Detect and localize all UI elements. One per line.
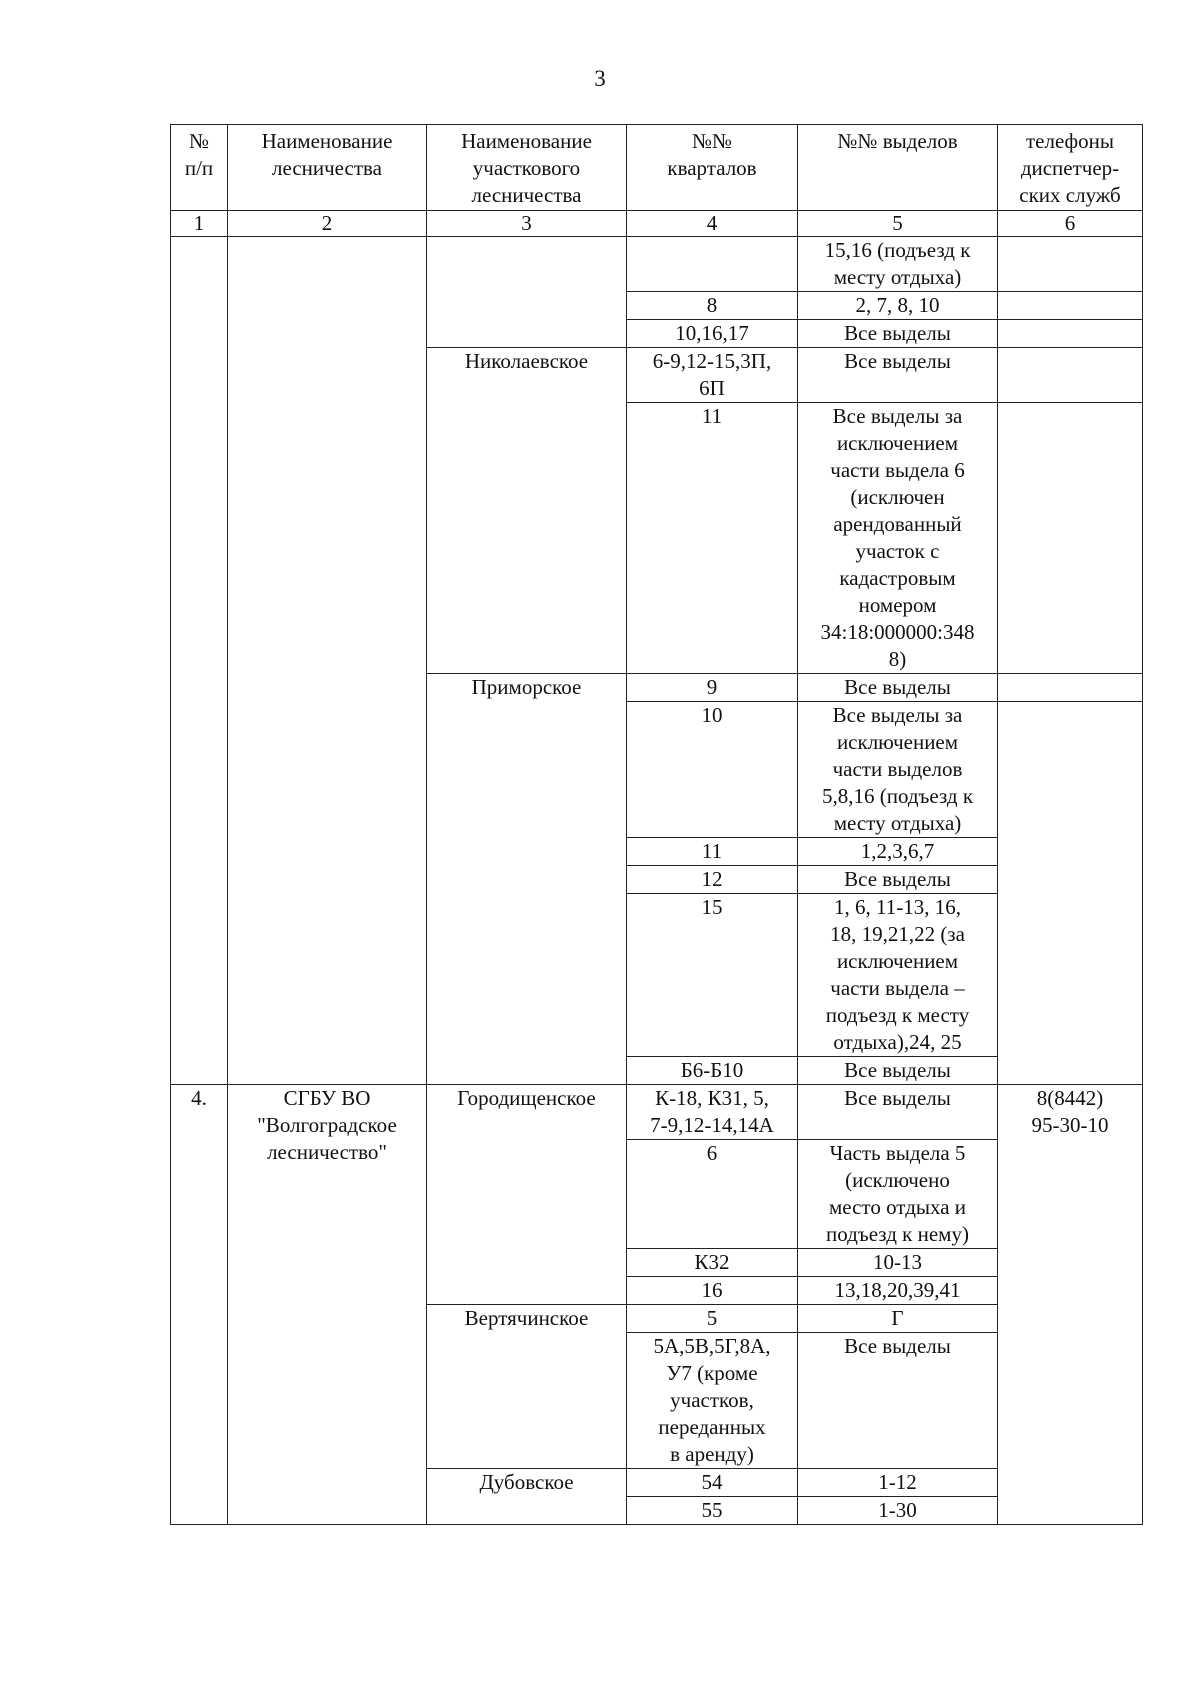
cell-vydel: Все выделы за исключением части выдела 6 (исключен арендованный участок с кадастровым номером 34:18:000000:348 8) — [798, 403, 998, 674]
header-uchastok: Наименование участкового лесничества — [427, 125, 627, 211]
cell-kvartal: К32 — [627, 1249, 798, 1277]
cell-vydel: Все выделы — [798, 348, 998, 403]
cell-uchastok: Вертячинское — [427, 1305, 627, 1469]
cell-phone — [998, 348, 1143, 403]
cell-vydel: Часть выдела 5 (исключено место отдыха и подъезд к нему) — [798, 1140, 998, 1249]
cell-leschestvo: СГБУ ВО "Волгоградское лесничество" — [228, 1085, 427, 1525]
cell-vydel: Все выделы — [798, 320, 998, 348]
column-number: 6 — [998, 211, 1143, 237]
cell-kvartal: 54 — [627, 1469, 798, 1497]
column-number-row — [171, 211, 1143, 237]
cell-kvartal: 11 — [627, 403, 798, 674]
cell-kvartal: 10 — [627, 702, 798, 838]
header-phone: телефоны диспетчер- ских служб — [998, 125, 1143, 211]
cell-vydel: Все выделы — [798, 674, 998, 702]
cell-vydel: 13,18,20,39,41 — [798, 1277, 998, 1305]
cell-kvartal: 5А,5В,5Г,8А, У7 (кроме участков, переданных в аренду) — [627, 1333, 798, 1469]
cell-uchastok: Николаевское — [427, 348, 627, 674]
cell-vydel: Г — [798, 1305, 998, 1333]
cell-kvartal: Б6-Б10 — [627, 1057, 798, 1085]
column-number: 3 — [427, 211, 627, 237]
cell-vydel: 1, 6, 11-13, 16, 18, 19,21,22 (за исключением части выдела – подъезд к месту отдыха),24, 25 — [798, 894, 998, 1057]
cell-vydel: Все выделы за исключением части выделов 5,8,16 (подъезд к месту отдыха) — [798, 702, 998, 838]
cell-kvartal: К-18, К31, 5, 7-9,12-14,14А — [627, 1085, 798, 1140]
cell-vydel: 1,2,3,6,7 — [798, 838, 998, 866]
cell-vydel: 2, 7, 8, 10 — [798, 292, 998, 320]
cell-vydel: Все выделы — [798, 1333, 998, 1469]
page-number: 3 — [594, 66, 606, 91]
cell-kvartal: 6 — [627, 1140, 798, 1249]
header-vydel: №№ выделов — [798, 125, 998, 211]
cell-phone — [998, 674, 1143, 702]
cell-uchastok: Приморское — [427, 674, 627, 1085]
cell-uchastok: Дубовское — [427, 1469, 627, 1525]
cell-phone — [998, 292, 1143, 320]
column-number: 1 — [171, 211, 228, 237]
cell-kvartal: 10,16,17 — [627, 320, 798, 348]
cell-vydel: Все выделы — [798, 1057, 998, 1085]
column-number: 5 — [798, 211, 998, 237]
cell-uchastok — [427, 237, 627, 348]
cell-kvartal: 55 — [627, 1497, 798, 1525]
cell-phone: 8(8442) 95-30-10 — [998, 1085, 1143, 1525]
table-header-row — [171, 125, 1143, 211]
cell-kvartal: 15 — [627, 894, 798, 1057]
table-row — [171, 1085, 1143, 1140]
header-num: № п/п — [171, 125, 228, 211]
cell-vydel: 1-30 — [798, 1497, 998, 1525]
cell-phone — [998, 702, 1143, 1085]
cell-kvartal: 12 — [627, 866, 798, 894]
cell-kvartal: 6-9,12-15,3П, 6П — [627, 348, 798, 403]
cell-vydel: 10-13 — [798, 1249, 998, 1277]
cell-num: 4. — [171, 1085, 228, 1525]
column-number: 4 — [627, 211, 798, 237]
cell-phone — [998, 237, 1143, 292]
cell-vydel: Все выделы — [798, 866, 998, 894]
cell-kvartal: 16 — [627, 1277, 798, 1305]
cell-vydel: 1-12 — [798, 1469, 998, 1497]
cell-vydel: 15,16 (подъезд к месту отдыха) — [798, 237, 998, 292]
header-kvartal: №№ кварталов — [627, 125, 798, 211]
cell-leschestvo — [228, 237, 427, 1085]
cell-phone — [998, 403, 1143, 674]
cell-phone — [998, 320, 1143, 348]
cell-kvartal: 5 — [627, 1305, 798, 1333]
cell-vydel: Все выделы — [798, 1085, 998, 1140]
cell-uchastok: Городищенское — [427, 1085, 627, 1305]
table-row — [171, 237, 1143, 292]
column-number: 2 — [228, 211, 427, 237]
header-leschestvo: Наименование лесничества — [228, 125, 427, 211]
cell-num — [171, 237, 228, 1085]
cell-kvartal: 8 — [627, 292, 798, 320]
forestry-table — [170, 124, 1143, 1525]
cell-kvartal: 11 — [627, 838, 798, 866]
cell-kvartal — [627, 237, 798, 292]
cell-kvartal: 9 — [627, 674, 798, 702]
